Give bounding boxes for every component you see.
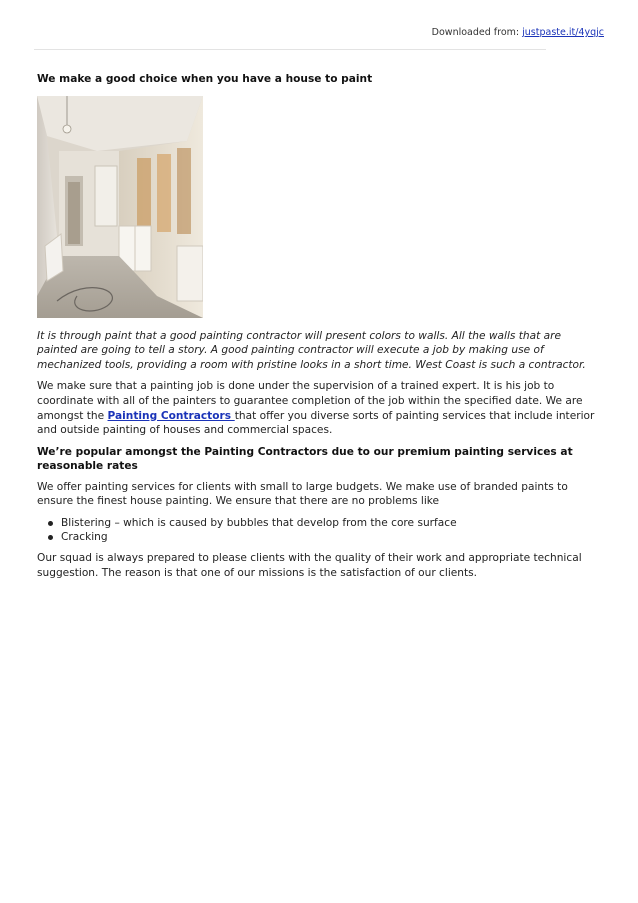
section-subheading: We’re popular amongst the Painting Contractors due to our premium painting services at reasonable rates <box>37 445 573 473</box>
supervision-text: We make sure that a painting job is done under the supervision of a trained expert. It is his job to coordinate with all of the painters to guarantee completion of the job within the specified date. We are amongst the <box>37 380 583 422</box>
supervision-paragraph <box>37 379 602 437</box>
painting-contractors-link[interactable]: Painting Contractors <box>107 409 235 422</box>
article <box>37 72 602 587</box>
list-item: Cracking <box>61 530 602 545</box>
closing-paragraph: Our squad is always prepared to please clients with the quality of their work and appropriate technical suggestion. The reason is that one of our missions is the satisfaction of our clients. <box>37 551 582 579</box>
article-title: We make a good choice when you have a house to paint <box>37 73 373 85</box>
download-source-link[interactable]: justpaste.it/4yqjc <box>522 27 604 38</box>
list-item: Blistering – which is caused by bubbles that develop from the core surface <box>61 516 602 531</box>
download-source-label: Downloaded from: <box>431 27 520 38</box>
intro-paragraph: It is through paint that a good painting contractor will present colors to walls. All the walls that are painted are going to tell a story. A good painting contractor will execute a job by making use of mechanized tools, providing a room with pristine looks in a short time. West Coast is such a contractor. <box>37 329 586 371</box>
download-source <box>432 27 604 38</box>
supervision-text-cont: that offer you diverse sorts of painting services that include interior and outside painting of houses and commercial spaces. <box>37 409 595 437</box>
header-divider <box>34 49 546 50</box>
problems-list <box>37 516 602 545</box>
interior-photo <box>37 96 203 318</box>
services-paragraph: We offer painting services for clients with small to large budgets. We make use of branded paints to ensure the finest house painting. We ensure that there are no problems like <box>37 480 568 508</box>
